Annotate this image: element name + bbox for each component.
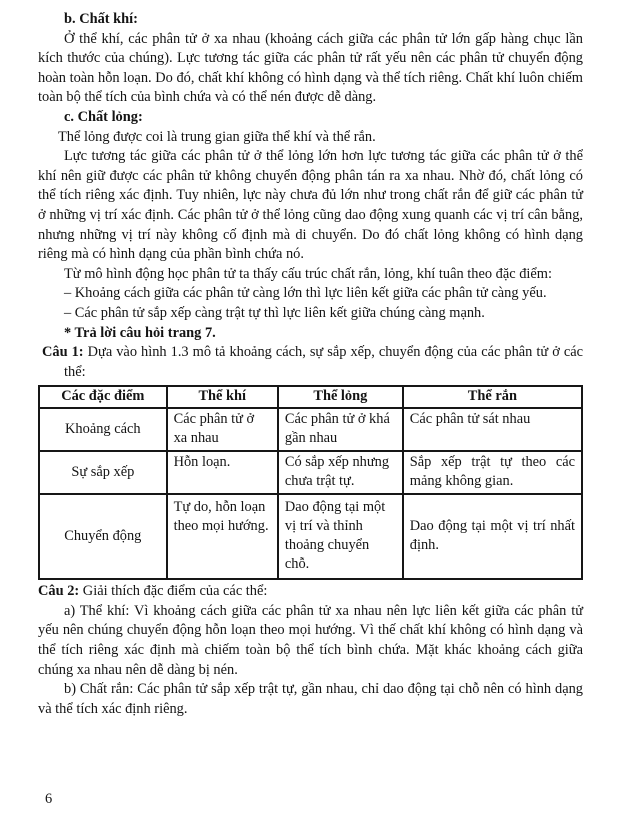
- question-2: [38, 582, 583, 602]
- section-c-bullet: – Các phân tử sắp xếp càng trật tự thì lực liên kết giữa chúng càng mạnh.: [64, 304, 485, 321]
- table-data-cell: Các phân tử ở xa nhau: [167, 408, 278, 451]
- section-c-intro: Thể lỏng được coi là trung gian giữa thể khí và thể rắn.: [58, 128, 376, 145]
- section-b-paragraph: Ở thể khí, các phân tử ở xa nhau (khoảng cách giữa các phân tử lớn gấp hàng chục lần kích thước của chúng). Lực tương tác giữa các phân tử rất yếu nên các phân tử chuyển động hoàn toàn hỗn loạn. Do đó, chất khí không có hình dạng và thể tích riêng. Chất khí luôn chiếm toàn bộ thể tích của bình chứa và có thể nén được dễ dàng.: [38, 30, 583, 106]
- section-b-heading: b. Chất khí:: [64, 11, 138, 27]
- table-feature-cell: Chuyển động: [39, 494, 167, 579]
- table-header-cell: Các đặc điểm: [39, 386, 167, 408]
- table-data-cell: Tự do, hỗn loạn theo mọi hướng.: [167, 494, 278, 579]
- answers-heading: * Trả lời câu hỏi trang 7.: [64, 324, 216, 341]
- question-2-text: Giải thích đặc điểm của các thể:: [82, 583, 268, 600]
- table-feature-cell: Khoảng cách: [39, 408, 167, 451]
- page-number: 6: [45, 791, 53, 807]
- states-comparison-table: [38, 385, 583, 580]
- table-data-cell: Dao động tại một vị trí và thỉnh thoảng chuyển chỗ.: [278, 494, 403, 579]
- table-data-cell: Có sắp xếp nhưng chưa trật tự.: [278, 451, 403, 494]
- section-c-bullet: – Khoảng cách giữa các phân tử càng lớn thì lực liên kết giữa các phân tử càng yếu.: [64, 285, 547, 302]
- table-feature-cell: Sự sắp xếp: [39, 451, 167, 494]
- question-1-label: Câu 1:: [42, 344, 84, 361]
- table-row-distance: [39, 408, 582, 451]
- question-2-answer-b: b) Chất rắn: Các phân tử sắp xếp trật tự, gần nhau, chỉ dao động tại chỗ nên có hình dạng và thể tích xác định riêng.: [38, 681, 583, 717]
- question-2-label: Câu 2:: [38, 583, 80, 600]
- table-data-cell: Sắp xếp trật tự theo các mảng không gian.: [403, 451, 582, 494]
- table-data-cell: Các phân tử sát nhau: [403, 408, 582, 451]
- question-1-text: Dựa vào hình 1.3 mô tả khoảng cách, sự sắp xếp, chuyển động của các phân tử ở các thể:: [64, 344, 583, 380]
- question-2-answer-a: a) Thể khí: Vì khoảng cách giữa các phân tử xa nhau nên lực liên kết giữa các phân tử yếu nên chúng chuyển động hỗn loạn theo mọi hướng. Vì thế chất khí không có hình dạng và thể tích riêng xác định mà chiếm toàn bộ thể tích bình chứa. Mặt khác khoảng cách giữa chúng xa nhau nên dễ dàng bị nén.: [38, 602, 583, 678]
- table-header-cell: Thể lỏng: [278, 386, 403, 408]
- table-data-cell: Hỗn loạn.: [167, 451, 278, 494]
- table-header-row: [39, 386, 582, 408]
- section-c-paragraph: Lực tương tác giữa các phân tử ở thể lỏng lớn hơn lực tương tác giữa các phân tử ở thể khí nên giữ được các phân tử không chuyển động phân tán ra xa nhau. Nhờ đó, chất lỏng có thể tích riêng xác định. Tuy nhiên, lực này chưa đủ lớn như trong chất rắn để giữ các phân tử ở những vị trí xác định. Các phân tử ở thể lỏng cũng dao động xung quanh các vị trí cân bằng, nhưng những vị trí này không cố định mà di chuyển. Do đó chất lỏng không có hình dạng riêng mà có hình dạng của phần bình chứa nó.: [38, 148, 583, 263]
- section-c-summary-intro: Từ mô hình động học phân tử ta thấy cấu trúc chất rắn, lỏng, khí tuân theo đặc điểm:: [64, 265, 552, 282]
- table-row-arrangement: [39, 451, 582, 494]
- table-data-cell: Các phân tử ở khá gần nhau: [278, 408, 403, 451]
- table-data-cell: Dao động tại một vị trí nhất định.: [403, 494, 582, 579]
- table-header-cell: Thể khí: [167, 386, 278, 408]
- table-header-cell: Thể rắn: [403, 386, 582, 408]
- question-1: [38, 343, 583, 382]
- table-row-movement: [39, 494, 582, 579]
- section-c-heading: c. Chất lỏng:: [64, 108, 143, 125]
